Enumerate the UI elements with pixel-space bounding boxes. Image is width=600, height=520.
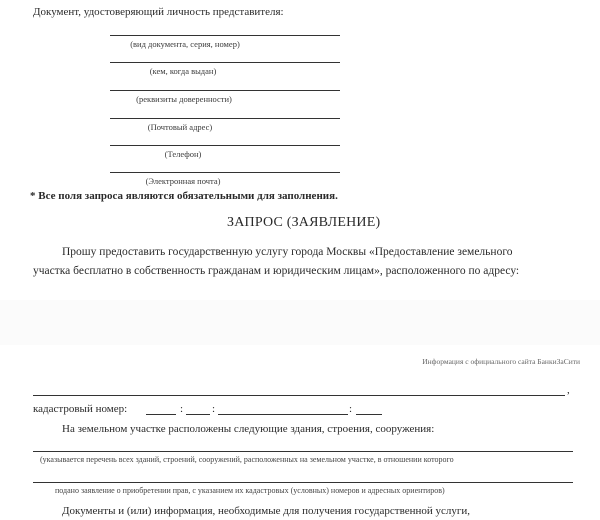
- buildings-paragraph: На земельном участке расположены следующие здания, строения, сооружения:: [62, 423, 435, 435]
- issued-by-field-line: [110, 62, 340, 63]
- postal-address-caption: (Почтовый адрес): [147, 122, 213, 132]
- cadastral-part-4-line: [356, 414, 382, 415]
- request-body-line-2: участка бесплатно в собственность гражданам и юридическим лицам», расположенного по адресу:: [33, 265, 520, 277]
- cadastral-number-label: кадастровый номер:: [33, 403, 128, 415]
- issued-by-caption: (кем, когда выдан): [149, 66, 217, 76]
- documents-line: Документы и (или) информация, необходимые для получения государственной услуги,: [62, 505, 471, 517]
- id-document-caption: (вид документа, серия, номер): [130, 39, 240, 49]
- representative-id-label: Документ, удостоверяющий личность представителя:: [33, 6, 284, 18]
- buildings-field-line-1: [33, 451, 573, 452]
- postal-address-field-line: [110, 118, 340, 119]
- power-of-attorney-field-line: [110, 90, 340, 91]
- buildings-caption-1: (указывается перечень всех зданий, строений, сооружений, расположенных на земельном участке, в отношении которого: [40, 455, 454, 464]
- address-comma: ,: [567, 384, 570, 396]
- source-note: Информация с официального сайта БанкиЗаСити: [422, 357, 580, 366]
- power-of-attorney-caption: (реквизиты доверенности): [136, 94, 232, 104]
- buildings-caption-2: подано заявление о приобретении прав, с указанием их кадастровых (условных) номеров и адресных ориентиров): [55, 486, 445, 495]
- request-title: ЗАПРОС (ЗАЯВЛЕНИЕ): [227, 215, 381, 230]
- cadastral-separator-3: :: [349, 403, 353, 415]
- request-body-line-1: Прошу предоставить государственную услугу города Москвы «Предоставление земельного: [62, 246, 513, 258]
- email-field-line: [110, 172, 340, 173]
- id-document-field-line: [110, 35, 340, 36]
- address-field-line: [33, 395, 565, 396]
- phone-field-line: [110, 145, 340, 146]
- cadastral-part-1-line: [146, 414, 176, 415]
- required-fields-note: * Все поля запроса являются обязательными для заполнения.: [30, 190, 338, 202]
- cadastral-separator-1: :: [180, 403, 184, 415]
- cadastral-part-2-line: [186, 414, 210, 415]
- page-break-gap: [0, 300, 600, 345]
- buildings-field-line-2: [33, 482, 573, 483]
- cadastral-part-3-line: [218, 414, 348, 415]
- cadastral-separator-2: :: [212, 403, 216, 415]
- phone-caption: (Телефон): [164, 149, 202, 159]
- email-caption: (Электронная почта): [145, 176, 221, 186]
